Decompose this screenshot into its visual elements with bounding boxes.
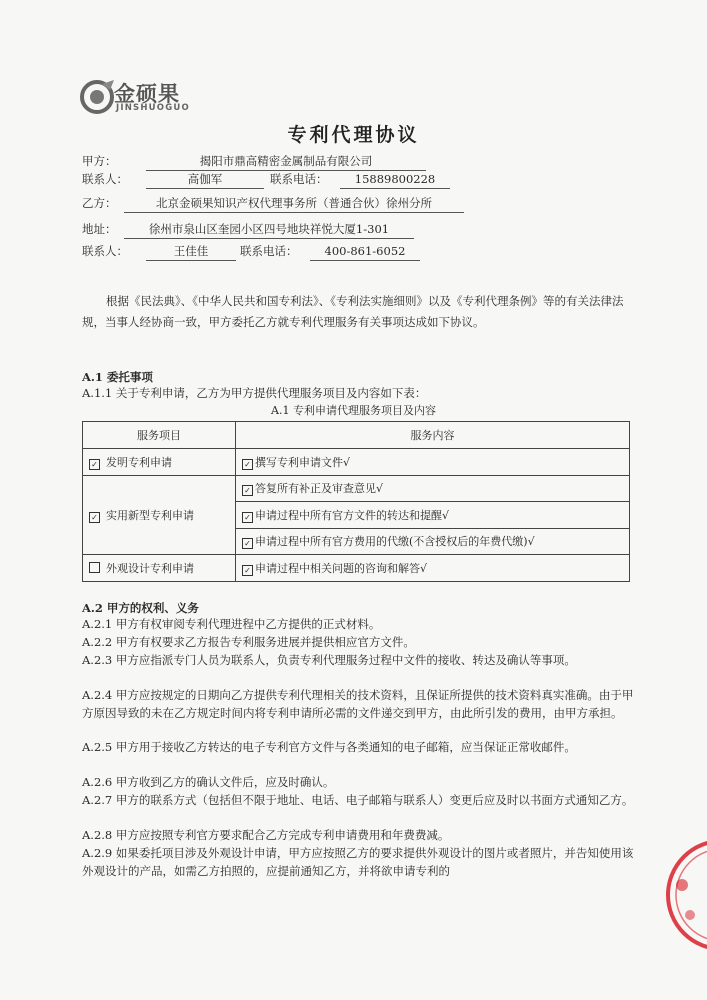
party-b-phone-label: 联系电话： bbox=[240, 244, 298, 258]
para-a2-3: A.2.3 甲方应指派专门人员为联系人，负责专利代理服务过程中文件的接收、转达及确认等事项。 bbox=[82, 653, 576, 667]
checkbox-checked-icon[interactable]: ✓ bbox=[242, 538, 253, 549]
service-content-label: 申请过程中所有官方文件的转达和提醒√ bbox=[255, 508, 450, 522]
para-a2-5: A.2.5 甲方用于接收乙方转达的电子专利官方文件与各类通知的电子邮箱，应当保证正常收邮件。 bbox=[82, 740, 576, 754]
party-a-row bbox=[82, 152, 426, 170]
service-content-cell bbox=[236, 502, 630, 529]
service-content-cell bbox=[236, 449, 630, 476]
checkbox-checked-icon[interactable]: ✓ bbox=[242, 485, 253, 496]
party-a-contact-row bbox=[82, 170, 450, 188]
para-a2-2: A.2.2 甲方有权要求乙方报告专利服务进展并提供相应官方文件。 bbox=[82, 635, 415, 649]
party-a-phone: 15889800228 bbox=[340, 170, 450, 189]
checkbox-checked-icon[interactable]: ✓ bbox=[242, 459, 253, 470]
checkbox-unchecked-icon[interactable] bbox=[89, 562, 100, 573]
para-a2-9: A.2.9 如果委托项目涉及外观设计申请，甲方应按照乙方的要求提供外观设计的图片或者照片，并告知使用该外观设计的产品，如需乙方拍照的，应提前通知乙方，并将欲申请专利的 bbox=[82, 846, 634, 878]
service-item-cell bbox=[83, 555, 236, 582]
party-a-phone-label: 联系电话： bbox=[270, 172, 328, 186]
party-b-phone: 400-861-6052 bbox=[310, 242, 420, 261]
party-b-contact-row bbox=[82, 242, 420, 260]
section-a2-heading: A.2 甲方的权利、义务 bbox=[82, 601, 199, 615]
service-content-cell bbox=[236, 528, 630, 555]
service-item-cell bbox=[83, 475, 236, 555]
para-a2-7: A.2.7 甲方的联系方式（包括但不限于地址、电话、电子邮箱与联系人）变更后应及时以书面方式通知乙方。 bbox=[82, 793, 634, 807]
header-service-item: 服务项目 bbox=[83, 422, 236, 449]
service-content-cell bbox=[236, 555, 630, 582]
para-a2-4: A.2.4 甲方应按规定的日期向乙方提供专利代理相关的技术资料，且保证所提供的技术资料真实准确。由于甲方原因导致的未在乙方规定时间内将专利申请所必需的文件递交到甲方，由此所引发的费用，由甲方承担。 bbox=[82, 688, 634, 720]
party-b-address-label: 地址： bbox=[82, 222, 117, 236]
checkbox-checked-icon[interactable]: ✓ bbox=[242, 512, 253, 523]
company-seal bbox=[662, 835, 707, 955]
para-a2-6: A.2.6 甲方收到乙方的确认文件后，应及时确认。 bbox=[82, 775, 335, 789]
document-title: 专利代理协议 bbox=[287, 124, 420, 146]
checkbox-checked-icon[interactable]: ✓ bbox=[242, 565, 253, 576]
service-item-cell bbox=[83, 449, 236, 476]
company-logo bbox=[80, 76, 210, 116]
intro-paragraph: 根据《民法典》、《中华人民共和国专利法》、《专利法实施细则》以及《专利代理条例》等的有关法律法规，当事人经协商一致，甲方委托乙方就专利代理服务有关事项达成如下协议。 bbox=[82, 294, 624, 329]
logo-text-cn: 金硕果 bbox=[114, 82, 180, 106]
table-header-row bbox=[83, 422, 630, 449]
table-row bbox=[83, 449, 630, 476]
header-service-content: 服务内容 bbox=[236, 422, 630, 449]
para-a2-1: A.2.1 甲方有权审阅专利代理进程中乙方提供的正式材料。 bbox=[82, 617, 381, 631]
table-row bbox=[83, 475, 630, 502]
section-a1-line: A.1.1 关于专利申请，乙方为甲方提供代理服务项目及内容如下表： bbox=[82, 386, 427, 400]
service-content-label: 申请过程中相关问题的咨询和解答√ bbox=[255, 561, 428, 575]
party-b-label: 乙方： bbox=[82, 196, 117, 210]
service-content-label: 撰写专利申请文件√ bbox=[255, 455, 351, 469]
party-b-address-row bbox=[82, 220, 414, 238]
party-a-contact-label: 联系人： bbox=[82, 172, 128, 186]
table-caption: A.1 专利申请代理服务项目及内容 bbox=[271, 404, 436, 417]
party-b-row bbox=[82, 194, 464, 212]
service-table bbox=[82, 421, 630, 582]
service-item-label: 实用新型专利申请 bbox=[106, 508, 194, 522]
service-item-label: 外观设计专利申请 bbox=[106, 561, 194, 575]
service-content-cell bbox=[236, 475, 630, 502]
table-row bbox=[83, 555, 630, 582]
party-b-contact-label: 联系人： bbox=[82, 244, 128, 258]
party-a-label: 甲方： bbox=[82, 154, 117, 168]
party-b-contact: 王佳佳 bbox=[146, 242, 236, 261]
para-a2-8: A.2.8 甲方应按照专利官方要求配合乙方完成专利申请费用和年费费减。 bbox=[82, 828, 450, 842]
party-b-address: 徐州市泉山区奎园小区四号地块祥悦大厦1-301 bbox=[124, 220, 414, 239]
checkbox-checked-icon[interactable]: ✓ bbox=[89, 512, 100, 523]
service-content-label: 申请过程中所有官方费用的代缴(不含授权后的年费代缴)√ bbox=[255, 535, 535, 549]
section-a1-heading: A.1 委托事项 bbox=[82, 370, 153, 384]
service-item-label: 发明专利申请 bbox=[106, 455, 172, 469]
service-content-label: 答复所有补正及审查意见√ bbox=[255, 482, 384, 496]
checkbox-checked-icon[interactable]: ✓ bbox=[89, 459, 100, 470]
party-b-name: 北京金硕果知识产权代理事务所（普通合伙）徐州分所 bbox=[124, 194, 464, 213]
party-a-contact: 高伽军 bbox=[146, 170, 264, 189]
logo-text-en: JINSHUOGUO bbox=[116, 103, 190, 113]
party-a-name: 揭阳市鼎高精密金属制品有限公司 bbox=[146, 152, 426, 171]
